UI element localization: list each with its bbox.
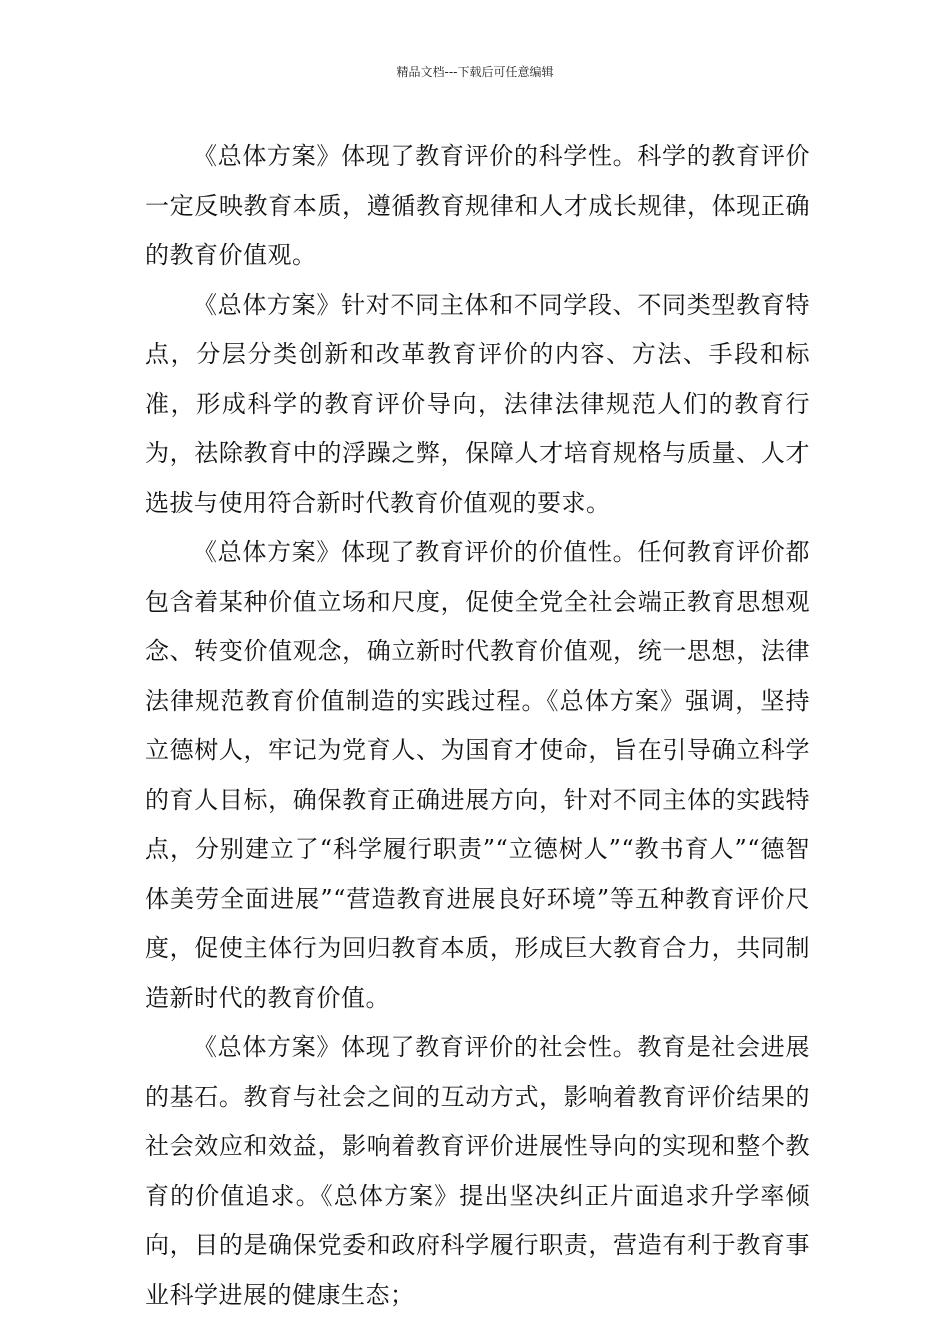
paragraph-social: 《总体方案》体现了教育评价的社会性。教育是社会进展的基石。教育与社会之间的互动方式，影响着教育评价结果的社会效应和效益，影响着教育评价进展性导向的实现和整个教育的价值追求。《总体方案》提出坚决纠正片面追求升学率倾向，目的是确保党委和政府科学履行职责，营造有利于教育事业科学进展的健康生态； bbox=[145, 1033, 810, 1309]
page-header: 精品文档---下载后可任意编辑 bbox=[396, 65, 554, 79]
paragraph-scientific: 《总体方案》体现了教育评价的科学性。科学的教育评价一定反映教育本质，遵循教育规律和人才成长规律，体现正确的教育价值观。 bbox=[145, 142, 810, 269]
paragraph-hierarchical: 《总体方案》针对不同主体和不同学段、不同类型教育特点，分层分类创新和改革教育评价的内容、方法、手段和标准，形成科学的教育评价导向，法律法律规范人们的教育行为，祛除教育中的浮躁之弊，保障人才培育规格与质量、人才选拔与使用符合新时代教育价值观的要求。 bbox=[145, 290, 810, 517]
document-body bbox=[145, 132, 810, 1320]
paragraph-value: 《总体方案》体现了教育评价的价值性。任何教育评价都包含着某种价值立场和尺度，促使全党全社会端正教育思想观念、转变价值观念，确立新时代教育价值观，统一思想，法律法律规范教育价值制造的实践过程。《总体方案》强调，坚持立德树人，牢记为党育人、为国育才使命，旨在引导确立科学的育人目标，确保教育正确进展方向，针对不同主体的实践特点，分别建立了“科学履行职责”“立德树人”“教书育人”“德智体美劳全面进展”“营造教育进展良好环境”等五种教育评价尺度，促使主体行为回归教育本质，形成巨大教育合力，共同制造新时代的教育价值。 bbox=[145, 538, 810, 1012]
